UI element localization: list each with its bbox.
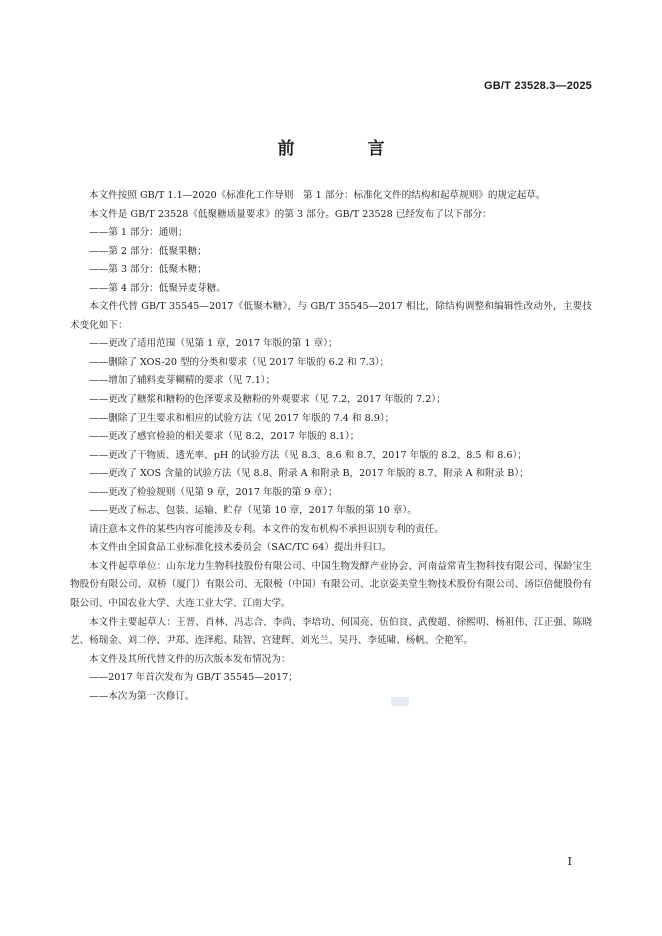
foreword-body [70,187,592,706]
list-item: ——更改了糖浆和糖粉的色泽要求及糖粉的外观要求（见 7.2，2017 年版的 7.2）； [89,394,446,406]
list-item: ——本次为第一次修订。 [89,690,195,702]
list-item: ——第 3 部分：低聚木糖； [89,264,207,276]
list-item: ——更改了感官检验的相关要求（见 8.2，2017 年版的 8.1）； [89,431,360,443]
list-item: ——增加了辅料麦芽糊精的要求（见 7.1）； [89,375,276,387]
list-item: ——删除了卫生要求和相应的试验方法（见 2017 年版的 7.4 和 8.9）； [89,412,395,424]
paragraph: 本文件代替 GB/T 35545—2017《低聚木糖》，与 GB/T 35545—2017 相比，除结构调整和编辑性改动外，主要技术变化如下： [70,301,592,331]
list-item: ——2017 年首次发布为 GB/T 35545—2017； [89,672,298,684]
paragraph: 请注意本文件的某些内容可能涉及专利。本文件的发布机构不承担识别专利的责任。 [89,523,444,535]
list-item: ——第 2 部分：低聚果糖； [89,245,207,257]
watermark-logo [391,697,409,706]
list-item: ——更改了检验规则（见第 9 章，2017 年版的第 9 章）； [89,486,338,498]
list-item: ——更改了适用范围（见第 1 章，2017 年版的第 1 章）； [89,338,338,350]
paragraph: 本文件是 GB/T 23528《低聚糖质量要求》的第 3 部分。GB/T 23528 已经发布了以下部分： [89,208,492,220]
list-item: ——删除了 XOS-20 型的分类和要求（见 2017 年版的 6.2 和 7.3）； [89,356,390,368]
list-item: ——第 1 部分：通则； [89,227,188,239]
list-item: ——更改了干物质、透光率、pH 的试验方法（见 8.3、8.6 和 8.7，2017 年版的 8.2、8.5 和 8.6）； [89,449,527,461]
paragraph: 本文件按照 GB/T 1.1—2020《标准化工作导则 第 1 部分：标准化文件的结构和起草规则》的规定起草。 [89,190,546,201]
paragraph: 本文件主要起草人：王晋、肖林、冯志合、李尚、李培功、何国亮、伍伯良、武俊超、徐熙明、杨祖伟、江正强、陈晓艺、杨瑞金、刘二停、尹郑、连泽彪、陆智、宫建辉、刘光兰、吴丹、李延啸、杨帆、仝艳军。 [70,616,592,647]
standard-number: GB/T 23528.3—2025 [484,80,592,92]
paragraph: 本文件及其所代替文件的历次版本发布情况为： [89,653,291,665]
paragraph: 本文件由全国食品工业标准化技术委员会（SAC/TC 64）提出并归口。 [89,542,392,554]
list-item: ——更改了标志、包装、运输、贮存（见第 10 章，2017 年版的第 10 章）。 [89,505,417,517]
list-item: ——更改了 XOS 含量的试验方法（见 8.8、附录 A 和附录 B，2017 年版的 8.7、附录 A 和附录 B）； [89,468,529,480]
page-number: I [567,855,572,868]
page-title: 前 言 [277,139,413,159]
list-item: ——第 4 部分：低聚异麦芽糖。 [89,282,226,294]
paragraph: 本文件起草单位：山东龙力生物科技股份有限公司、中国生物发酵产业协会、河南益常青生物科技有限公司、保龄宝生物股份有限公司、双桥（厦门）有限公司、无限极（中国）有限公司、北京姿美堂生物技术股份有限公司、汤臣倍健股份有限公司、中国农业大学、大连工业大学、江南大学。 [70,560,592,610]
